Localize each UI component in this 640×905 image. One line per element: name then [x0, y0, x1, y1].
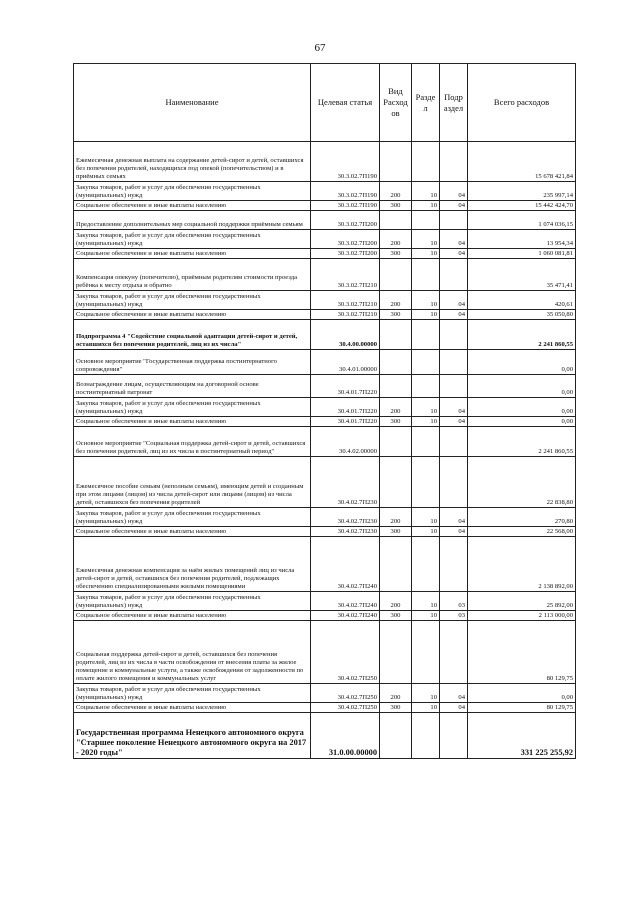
row-section: 10 — [412, 527, 440, 537]
row-total: 235 997,14 — [468, 182, 576, 201]
row-total: 15 442 424,70 — [468, 201, 576, 211]
row-name: Основное мероприятие "Государственная поддержка постинтернатного сопровождения" — [74, 350, 311, 375]
row-subsection — [440, 713, 468, 759]
row-section — [412, 457, 440, 508]
row-name: Социальное обеспечение и иные выплаты населению — [74, 417, 311, 427]
row-target-article: 30.4.02.7П240 — [311, 611, 380, 621]
row-target-article: 31.0.00.00000 — [311, 713, 380, 759]
row-name: Социальное обеспечение и иные выплаты населению — [74, 527, 311, 537]
row-target-article: 30.3.02.7П190 — [311, 142, 380, 182]
row-target-article: 30.3.02.7П200 — [311, 230, 380, 249]
row-total: 2 113 000,00 — [468, 611, 576, 621]
row-subsection: 04 — [440, 703, 468, 713]
row-total: 15 678 421,84 — [468, 142, 576, 182]
row-subsection — [440, 427, 468, 457]
row-subsection: 03 — [440, 611, 468, 621]
row-section: 10 — [412, 611, 440, 621]
row-expense-type: 300 — [380, 417, 412, 427]
header-section: Разде л — [412, 64, 440, 142]
row-subsection: 04 — [440, 508, 468, 527]
table-row — [74, 713, 576, 759]
row-name: Социальное обеспечение и иные выплаты населению — [74, 201, 311, 211]
row-section: 10 — [412, 201, 440, 211]
row-section — [412, 427, 440, 457]
row-expense-type — [380, 427, 412, 457]
row-target-article: 30.3.02.7П190 — [311, 201, 380, 211]
table-row — [74, 427, 576, 457]
table-row — [74, 249, 576, 259]
row-subsection — [440, 621, 468, 684]
table-row — [74, 684, 576, 703]
row-total: 0,00 — [468, 398, 576, 417]
row-total: 2 241 860,55 — [468, 320, 576, 350]
row-section: 10 — [412, 230, 440, 249]
row-expense-type — [380, 375, 412, 398]
row-total: 22 568,00 — [468, 527, 576, 537]
header-expense-type: Вид Расход ов — [380, 64, 412, 142]
row-section — [412, 259, 440, 291]
table-row — [74, 398, 576, 417]
row-section — [412, 320, 440, 350]
row-target-article: 30.3.02.7П210 — [311, 259, 380, 291]
row-expense-type: 200 — [380, 398, 412, 417]
row-subsection: 04 — [440, 398, 468, 417]
row-total: 0,00 — [468, 684, 576, 703]
row-target-article: 30.4.02.7П230 — [311, 457, 380, 508]
row-total: 2 241 860,55 — [468, 427, 576, 457]
row-total: 80 129,75 — [468, 703, 576, 713]
table-row — [74, 703, 576, 713]
row-total: 0,00 — [468, 375, 576, 398]
row-name: Социальное обеспечение и иные выплаты населению — [74, 611, 311, 621]
header-target-article: Целевая статья — [311, 64, 380, 142]
row-subsection: 04 — [440, 684, 468, 703]
row-subsection — [440, 259, 468, 291]
row-subsection — [440, 142, 468, 182]
table-body — [74, 142, 576, 759]
table-row — [74, 350, 576, 375]
row-name: Социальное обеспечение и иные выплаты населению — [74, 703, 311, 713]
table-row — [74, 310, 576, 320]
row-expense-type: 300 — [380, 611, 412, 621]
row-expense-type: 200 — [380, 291, 412, 310]
row-total: 270,80 — [468, 508, 576, 527]
row-expense-type — [380, 259, 412, 291]
table-row — [74, 201, 576, 211]
row-name: Компенсация опекуну (попечителю), приёмным родителям стоимости проезда ребёнка к месту отдыха и обратно — [74, 259, 311, 291]
row-expense-type — [380, 320, 412, 350]
row-total: 0,00 — [468, 417, 576, 427]
row-subsection: 03 — [440, 592, 468, 611]
table-row — [74, 182, 576, 201]
row-target-article: 30.4.02.7П250 — [311, 684, 380, 703]
row-section: 10 — [412, 310, 440, 320]
row-target-article: 30.4.02.7П250 — [311, 621, 380, 684]
table-row — [74, 142, 576, 182]
row-name: Социальное обеспечение и иные выплаты населению — [74, 249, 311, 259]
row-subsection: 04 — [440, 230, 468, 249]
row-section — [412, 713, 440, 759]
row-target-article: 30.3.02.7П200 — [311, 249, 380, 259]
row-target-article: 30.4.01.00000 — [311, 350, 380, 375]
row-expense-type: 200 — [380, 508, 412, 527]
row-name: Ежемесячная денежная компенсация за наём жилых помещений лиц из числа детей-сирот и детей, оставшихся без попечения родителей, подлежащих обеспечению специализированными жилыми помещениями — [74, 537, 311, 592]
row-expense-type: 300 — [380, 703, 412, 713]
row-subsection — [440, 375, 468, 398]
table-row — [74, 537, 576, 592]
header-subsection: Подр аздел — [440, 64, 468, 142]
table-row — [74, 375, 576, 398]
row-total: 2 138 892,00 — [468, 537, 576, 592]
row-expense-type — [380, 621, 412, 684]
page-number: 67 — [314, 42, 326, 54]
row-subsection: 04 — [440, 291, 468, 310]
row-section: 10 — [412, 592, 440, 611]
row-target-article: 30.3.02.7П200 — [311, 211, 380, 230]
row-subsection: 04 — [440, 527, 468, 537]
table-row — [74, 508, 576, 527]
row-total: 80 129,75 — [468, 621, 576, 684]
row-name: Закупка товаров, работ и услуг для обеспечения государственных (муниципальных) нужд — [74, 182, 311, 201]
row-name: Социальная поддержка детей-сирот и детей, оставшихся без попечения родителей, лиц из их числа в части освобождения от внесения платы за жилое помещение и коммунальные услуги, а также освобождения от задолженности по оплате жилого помещения и коммунальных услуг — [74, 621, 311, 684]
row-subsection: 04 — [440, 310, 468, 320]
row-name: Закупка товаров, работ и услуг для обеспечения государственных (муниципальных) нужд — [74, 398, 311, 417]
row-section — [412, 142, 440, 182]
row-target-article: 30.4.02.7П250 — [311, 703, 380, 713]
row-expense-type: 200 — [380, 230, 412, 249]
row-name: Ежемесячное пособие семьям (неполным семьям), имеющим детей и созданным при этом лицами (лицом) из числа детей-сирот или лицами (лицом) из числа детей, оставшихся без попечения родителей — [74, 457, 311, 508]
table-row — [74, 621, 576, 684]
row-total: 0,00 — [468, 350, 576, 375]
row-name: Вознаграждение лицам, осуществляющим на договорной основе постинтернатный патронат — [74, 375, 311, 398]
row-subsection: 04 — [440, 182, 468, 201]
row-name: Ежемесячная денежная выплата на содержание детей-сирот и детей, оставшихся без попечения родителей, находящихся под опекой (попечительством) и в приёмных семьях — [74, 142, 311, 182]
header-name: Наименование — [74, 64, 311, 142]
row-total: 331 225 255,92 — [468, 713, 576, 759]
row-section — [412, 537, 440, 592]
row-subsection: 04 — [440, 417, 468, 427]
row-name: Государственная программа Ненецкого автономного округа "Старшее поколение Ненецкого автономного округа на 2017 - 2020 годы" — [74, 713, 311, 759]
row-name: Закупка товаров, работ и услуг для обеспечения государственных (муниципальных) нужд — [74, 291, 311, 310]
row-target-article: 30.4.02.7П230 — [311, 508, 380, 527]
row-target-article: 30.4.01.7П220 — [311, 417, 380, 427]
table-row — [74, 457, 576, 508]
row-section — [412, 375, 440, 398]
row-name: Подпрограмма 4 "Содействие социальной адаптации детей-сирот и детей, оставшихся без попечения родителей, лиц из их числа" — [74, 320, 311, 350]
table-row — [74, 527, 576, 537]
row-total: 25 892,00 — [468, 592, 576, 611]
row-expense-type — [380, 211, 412, 230]
row-expense-type — [380, 537, 412, 592]
row-target-article: 30.4.01.7П220 — [311, 375, 380, 398]
table-row — [74, 291, 576, 310]
row-name: Основное мероприятие "Социальная поддержка детей-сирот и детей, оставшихся без попечения родителей, лиц из их числа в постинтернатный период" — [74, 427, 311, 457]
table-row — [74, 320, 576, 350]
row-name: Закупка товаров, работ и услуг для обеспечения государственных (муниципальных) нужд — [74, 684, 311, 703]
row-expense-type: 300 — [380, 249, 412, 259]
row-subsection — [440, 457, 468, 508]
row-total: 13 954,34 — [468, 230, 576, 249]
row-total: 22 838,80 — [468, 457, 576, 508]
row-section: 10 — [412, 417, 440, 427]
row-name: Закупка товаров, работ и услуг для обеспечения государственных (муниципальных) нужд — [74, 508, 311, 527]
row-target-article: 30.3.02.7П210 — [311, 310, 380, 320]
row-total: 1 074 036,15 — [468, 211, 576, 230]
row-total: 1 060 081,81 — [468, 249, 576, 259]
table-row — [74, 211, 576, 230]
row-target-article: 30.4.02.7П230 — [311, 527, 380, 537]
row-name: Социальное обеспечение и иные выплаты населению — [74, 310, 311, 320]
header-total: Всего расходов — [468, 64, 576, 142]
row-expense-type — [380, 350, 412, 375]
row-target-article: 30.4.02.00000 — [311, 427, 380, 457]
row-section: 10 — [412, 182, 440, 201]
row-section — [412, 211, 440, 230]
table-row — [74, 592, 576, 611]
budget-table — [73, 63, 576, 759]
row-target-article: 30.4.01.7П220 — [311, 398, 380, 417]
table-header-row — [74, 64, 576, 142]
row-section: 10 — [412, 508, 440, 527]
row-expense-type — [380, 713, 412, 759]
row-section: 10 — [412, 684, 440, 703]
row-subsection — [440, 320, 468, 350]
row-expense-type: 200 — [380, 684, 412, 703]
table-row — [74, 259, 576, 291]
row-target-article: 30.4.00.00000 — [311, 320, 380, 350]
row-section: 10 — [412, 703, 440, 713]
row-expense-type — [380, 457, 412, 508]
row-target-article: 30.4.02.7П240 — [311, 592, 380, 611]
row-expense-type: 300 — [380, 310, 412, 320]
row-section: 10 — [412, 291, 440, 310]
row-subsection — [440, 537, 468, 592]
row-total: 35 050,80 — [468, 310, 576, 320]
row-target-article: 30.4.02.7П240 — [311, 537, 380, 592]
table-row — [74, 611, 576, 621]
row-expense-type: 300 — [380, 527, 412, 537]
row-section: 10 — [412, 398, 440, 417]
row-name: Закупка товаров, работ и услуг для обеспечения государственных (муниципальных) нужд — [74, 230, 311, 249]
row-expense-type — [380, 142, 412, 182]
row-expense-type: 200 — [380, 592, 412, 611]
row-section: 10 — [412, 249, 440, 259]
row-expense-type: 200 — [380, 182, 412, 201]
row-target-article: 30.3.02.7П210 — [311, 291, 380, 310]
table-row — [74, 230, 576, 249]
row-subsection — [440, 350, 468, 375]
row-name: Предоставление дополнительных мер социальной поддержки приёмным семьям — [74, 211, 311, 230]
row-total: 420,61 — [468, 291, 576, 310]
row-total: 35 471,41 — [468, 259, 576, 291]
row-target-article: 30.3.02.7П190 — [311, 182, 380, 201]
row-subsection — [440, 211, 468, 230]
row-section — [412, 350, 440, 375]
row-name: Закупка товаров, работ и услуг для обеспечения государственных (муниципальных) нужд — [74, 592, 311, 611]
row-section — [412, 621, 440, 684]
row-subsection: 04 — [440, 201, 468, 211]
row-subsection: 04 — [440, 249, 468, 259]
row-expense-type: 300 — [380, 201, 412, 211]
table-row — [74, 417, 576, 427]
